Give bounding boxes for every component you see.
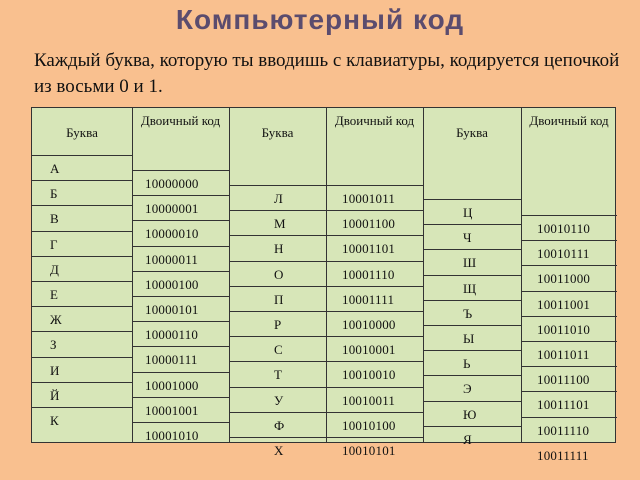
letter-cell: Ь [463, 356, 471, 371]
binary-code-cell: 10000011 [145, 252, 199, 267]
row-divider [423, 300, 521, 301]
binary-code-cell: 10011111 [537, 448, 589, 463]
binary-code-cell: 10001110 [342, 267, 395, 282]
binary-code-cell: 10000001 [145, 201, 199, 216]
row-divider [132, 422, 229, 423]
row-divider [326, 261, 423, 262]
row-divider [326, 235, 423, 236]
letter-cell: Я [463, 432, 472, 447]
row-divider [229, 336, 326, 337]
row-divider [521, 341, 617, 342]
row-divider [521, 417, 617, 418]
row-divider [32, 256, 132, 257]
row-divider [132, 271, 229, 272]
binary-code-cell: 10000111 [145, 352, 198, 367]
row-divider [423, 375, 521, 376]
letter-cell: Н [274, 241, 284, 256]
header-binary-code: Двоичный код [140, 113, 221, 128]
row-divider [521, 291, 617, 292]
row-divider [132, 220, 229, 221]
letter-cell: Ч [463, 230, 472, 245]
binary-code-cell: 10011001 [537, 297, 591, 312]
letter-cell: Ж [50, 312, 62, 327]
letter-cell: Д [50, 262, 59, 277]
row-divider [229, 235, 326, 236]
letter-cell: З [50, 337, 57, 352]
row-divider [229, 311, 326, 312]
letter-cell: Л [274, 191, 283, 206]
row-divider [521, 316, 617, 317]
letter-cell: М [274, 216, 286, 231]
header-letter: Буква [66, 125, 98, 140]
letter-cell: Х [274, 443, 284, 458]
letter-cell: Ъ [463, 306, 473, 321]
row-divider [229, 286, 326, 287]
binary-code-cell: 10011100 [537, 372, 590, 387]
row-divider [229, 361, 326, 362]
row-divider [326, 412, 423, 413]
row-divider [521, 366, 617, 367]
binary-code-cell: 10000000 [145, 176, 199, 191]
page-title: Компьютерный код [175, 4, 465, 35]
letter-cell: Г [50, 237, 58, 252]
row-divider [32, 407, 132, 408]
binary-code-cell: 10000101 [145, 302, 199, 317]
letter-cell: Р [274, 317, 282, 332]
letter-cell: Й [50, 388, 60, 403]
row-divider [326, 437, 423, 438]
header-binary-code: Двоичный код [334, 113, 415, 128]
binary-code-cell: 10010000 [342, 317, 396, 332]
row-divider [423, 224, 521, 225]
row-divider [423, 275, 521, 276]
row-divider [32, 357, 132, 358]
row-divider [423, 325, 521, 326]
letter-cell: У [274, 393, 284, 408]
row-divider [132, 321, 229, 322]
row-divider [229, 210, 326, 211]
row-divider [32, 382, 132, 383]
binary-code-cell: 10010110 [537, 221, 591, 236]
column-divider [229, 108, 230, 442]
letter-cell: И [50, 363, 60, 378]
row-divider [521, 240, 617, 241]
row-divider [326, 361, 423, 362]
binary-code-cell: 10011101 [537, 397, 590, 412]
letter-cell: Ф [274, 418, 285, 433]
row-divider [32, 180, 132, 181]
binary-code-cell: 10000010 [145, 226, 199, 241]
letter-cell: Б [50, 186, 58, 201]
letter-cell: В [50, 211, 59, 226]
binary-code-table [31, 107, 616, 463]
row-divider [326, 210, 423, 211]
binary-code-cell: 10010011 [342, 393, 396, 408]
letter-cell: Ю [463, 407, 477, 422]
row-divider [229, 387, 326, 388]
header-letter: Буква [261, 125, 294, 140]
binary-code-cell: 10001101 [342, 241, 396, 256]
letter-cell: Т [274, 367, 282, 382]
column-divider [132, 108, 133, 442]
row-divider [423, 401, 521, 402]
row-divider [423, 426, 521, 427]
row-divider [229, 185, 326, 186]
binary-code-cell: 10001001 [145, 403, 199, 418]
letter-cell: О [274, 267, 284, 282]
row-divider [32, 205, 132, 206]
binary-code-cell: 10000100 [145, 277, 199, 292]
intro-text: Каждый буква, которую ты вводишь с клавиатуры, кодируется цепочкой из восьми 0 и 1. [34, 50, 620, 97]
row-divider [132, 372, 229, 373]
row-divider [521, 215, 617, 216]
row-divider [423, 249, 521, 250]
row-divider [32, 281, 132, 282]
row-divider [229, 261, 326, 262]
binary-code-cell: 10011011 [537, 347, 590, 362]
letter-cell: Ц [463, 205, 473, 220]
row-divider [132, 296, 229, 297]
binary-code-cell: 10001010 [145, 428, 199, 443]
row-divider [326, 185, 423, 186]
binary-code-cell: 10011010 [537, 322, 591, 337]
row-divider [32, 231, 132, 232]
row-divider [326, 387, 423, 388]
letter-cell: К [50, 413, 59, 428]
binary-code-cell: 10010001 [342, 342, 396, 357]
letter-cell: С [274, 342, 283, 357]
binary-code-cell: 10010111 [537, 246, 590, 261]
row-divider [423, 199, 521, 200]
binary-code-cell: 10000110 [145, 327, 199, 342]
binary-code-cell: 10010100 [342, 418, 396, 433]
binary-code-cell: 10001111 [342, 292, 395, 307]
letter-cell: А [50, 161, 60, 176]
row-divider [326, 286, 423, 287]
row-divider [132, 246, 229, 247]
binary-code-cell: 10011110 [537, 423, 590, 438]
binary-code-cell: 10001100 [342, 216, 396, 231]
row-divider [229, 437, 326, 438]
row-divider [32, 306, 132, 307]
letter-cell: Ш [463, 255, 477, 270]
row-divider [521, 391, 617, 392]
binary-code-cell: 10010010 [342, 367, 396, 382]
row-divider [132, 397, 229, 398]
row-divider [326, 311, 423, 312]
row-divider [521, 265, 617, 266]
row-divider [32, 155, 132, 156]
binary-code-cell: 10010101 [342, 443, 396, 458]
row-divider [229, 412, 326, 413]
row-divider [132, 170, 229, 171]
row-divider [132, 346, 229, 347]
row-divider [423, 350, 521, 351]
letter-cell: Ы [463, 331, 475, 346]
header-letter: Буква [456, 125, 488, 140]
letter-cell: Щ [463, 281, 477, 296]
row-divider [326, 336, 423, 337]
binary-code-cell: 10001011 [342, 191, 396, 206]
row-divider [132, 195, 229, 196]
letter-cell: Е [50, 287, 58, 302]
binary-code-cell: 10001000 [145, 378, 199, 393]
header-binary-code: Двоичный код [529, 113, 609, 128]
binary-code-cell: 10011000 [537, 271, 591, 286]
letter-cell: П [274, 292, 284, 307]
column-divider [326, 108, 327, 442]
row-divider [32, 331, 132, 332]
letter-cell: Э [463, 381, 472, 396]
